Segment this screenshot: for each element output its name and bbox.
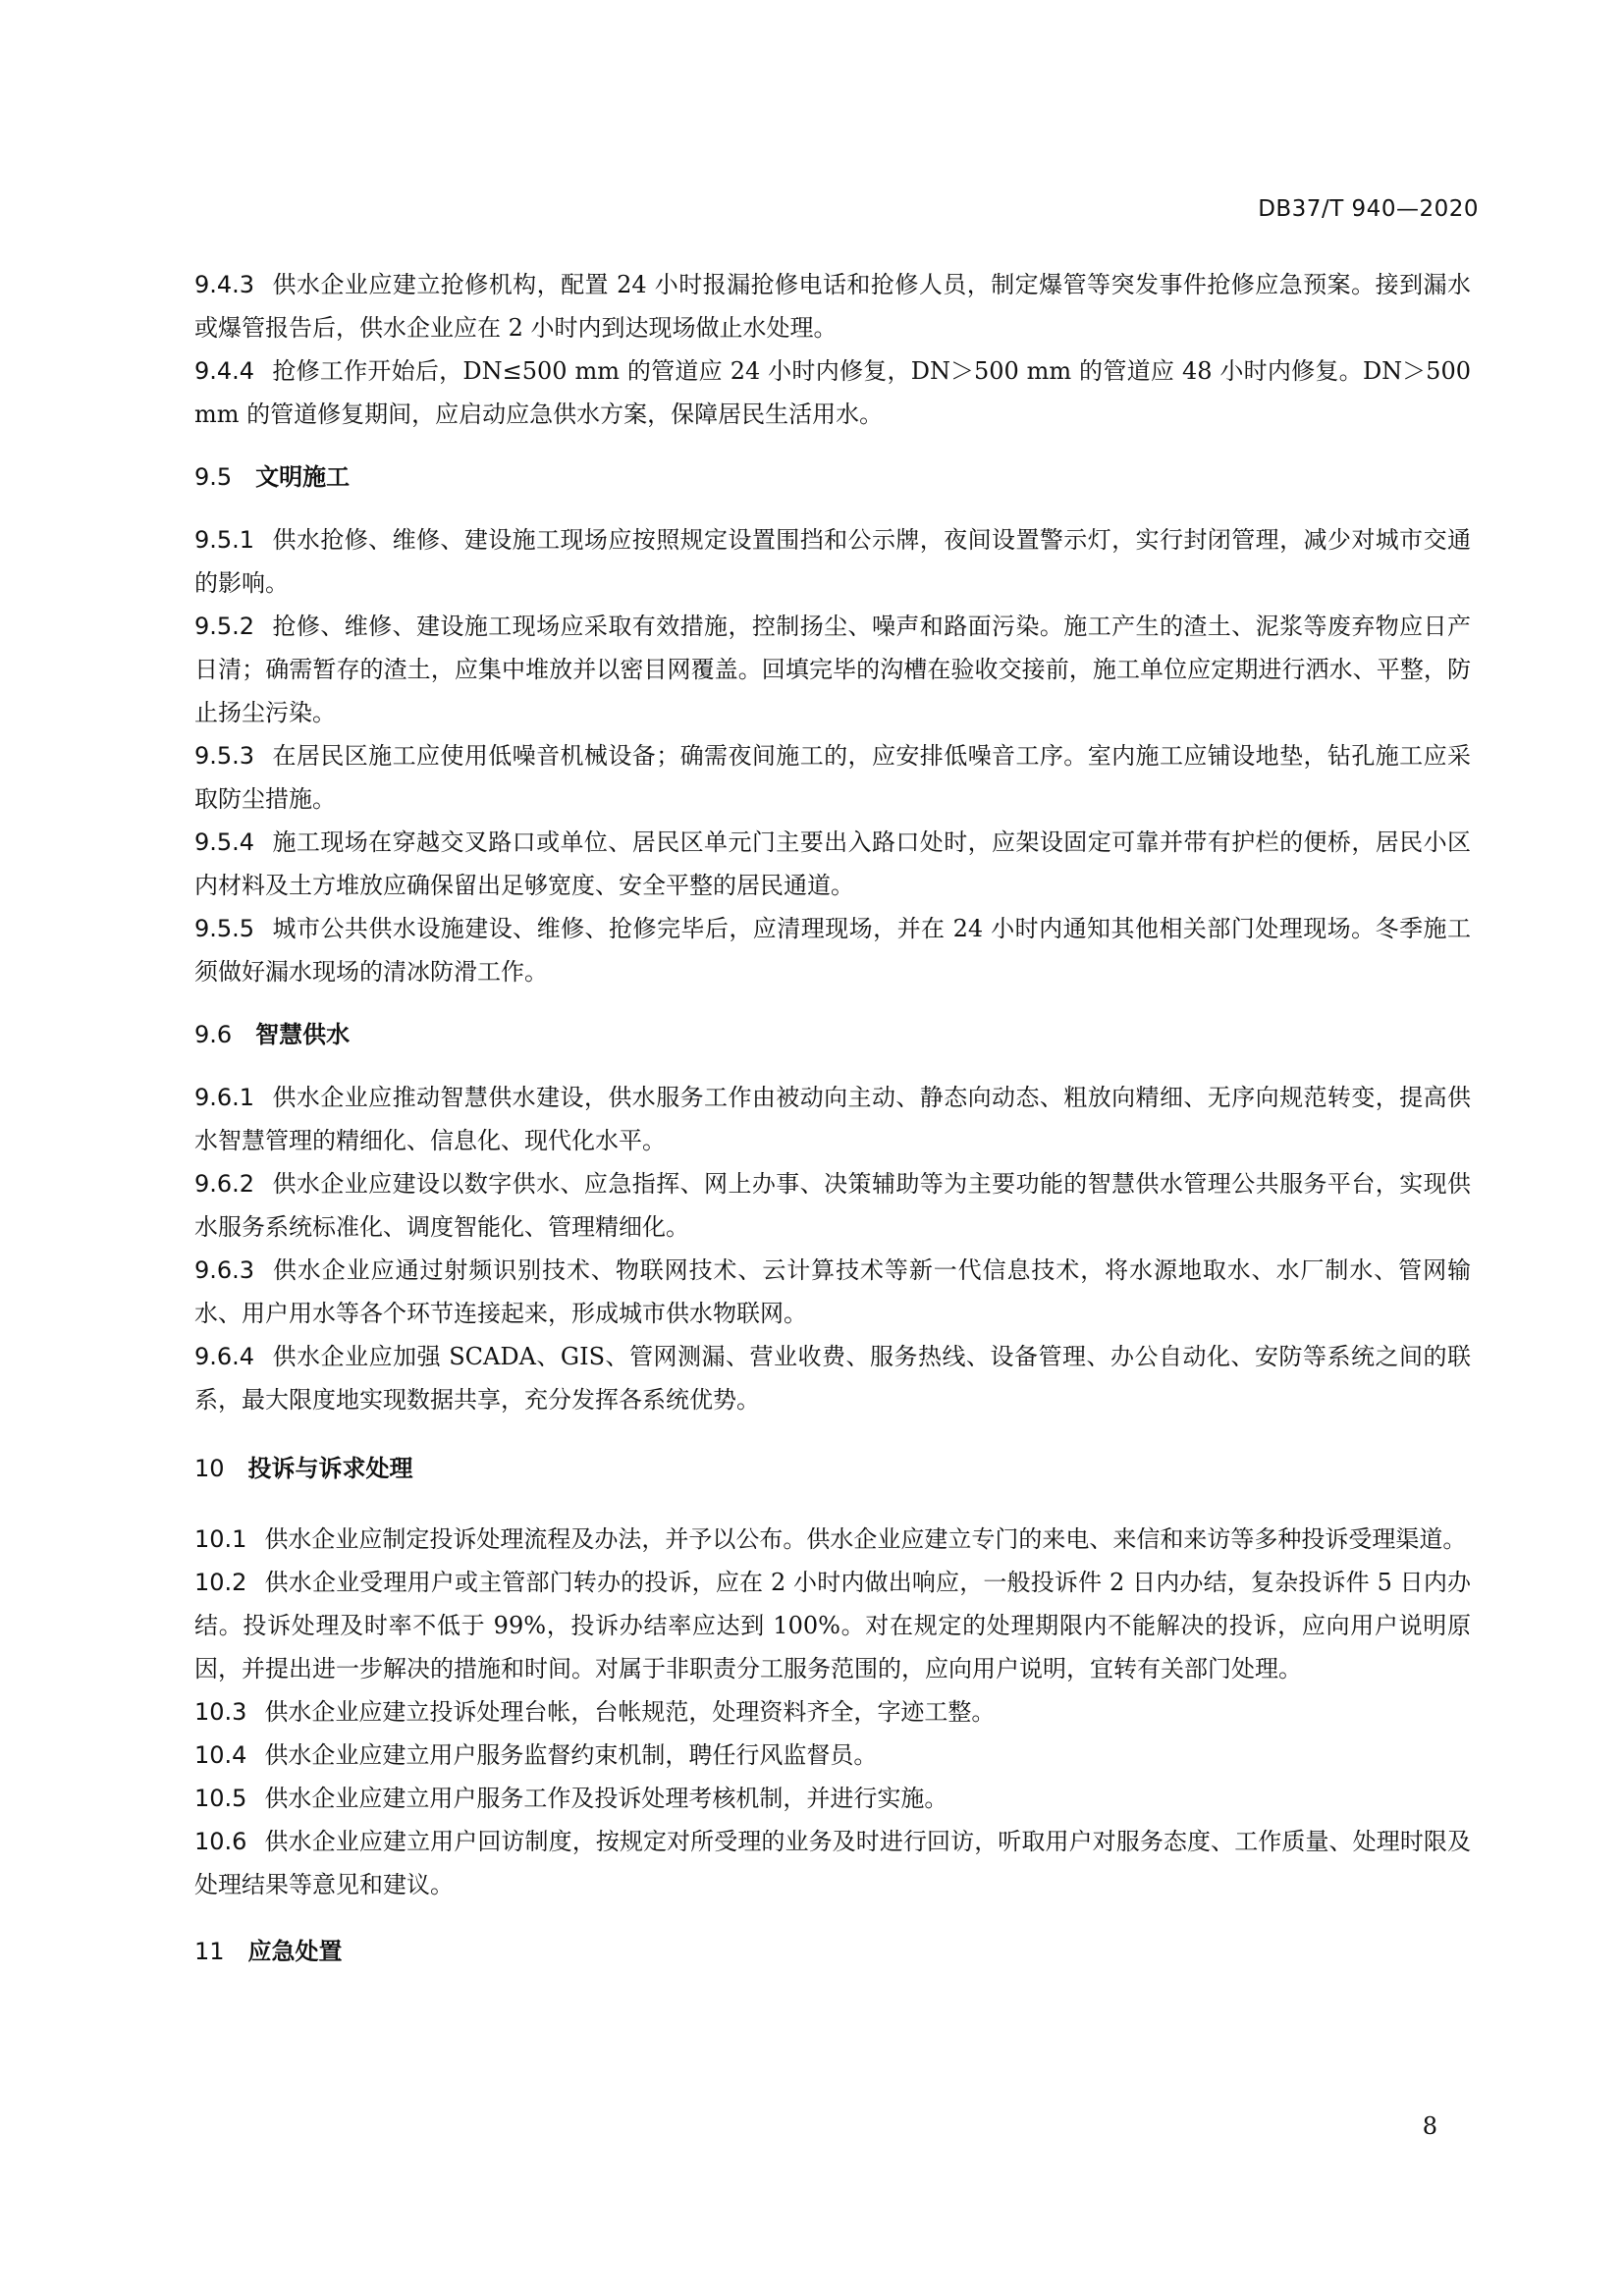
clause-text: 抢修工作开始后，DN≤500 mm 的管道应 24 小时内修复，DN＞500 mm 的管道应 48 小时内修复。DN＞500 mm 的管道修复期间，应启动应急供水方案，保障居民生活用水。 (194, 357, 1471, 428)
clause-paragraph (194, 1777, 1471, 1820)
heading-text: 应急处置 (247, 1938, 343, 1965)
clause-text: 供水企业应建立用户回访制度，按规定对所受理的业务及时进行回访，听取用户对服务态度、工作质量、处理时限及处理结果等意见和建议。 (194, 1828, 1471, 1898)
clause-text: 城市公共供水设施建设、维修、抢修完毕后，应清理现场，并在 24 小时内通知其他相关部门处理现场。冬季施工须做好漏水现场的清冰防滑工作。 (194, 915, 1471, 986)
clause-number: 9.4.3 (194, 271, 255, 298)
subsection-heading (194, 455, 1471, 499)
clause-text: 供水企业应建立用户服务监督约束机制，聘任行风监督员。 (264, 1741, 878, 1769)
heading-text: 投诉与诉求处理 (247, 1455, 413, 1482)
clause-paragraph (194, 1162, 1471, 1249)
clause-number: 10 (194, 1455, 225, 1482)
clause-number: 9.6.4 (194, 1343, 255, 1370)
clause-text: 供水企业应建设以数字供水、应急指挥、网上办事、决策辅助等为主要功能的智慧供水管理公共服务平台，实现供水服务系统标准化、调度智能化、管理精细化。 (194, 1170, 1471, 1241)
clause-number: 9.4.4 (194, 357, 255, 385)
clause-text: 供水企业应建立用户服务工作及投诉处理考核机制，并进行实施。 (264, 1785, 948, 1812)
clause-number: 9.6 (194, 1021, 233, 1048)
page-number: 8 (1422, 2112, 1437, 2140)
clause-text: 供水抢修、维修、建设施工现场应按照规定设置围挡和公示牌，夜间设置警示灯，实行封闭管理，减少对城市交通的影响。 (194, 526, 1471, 597)
document-code: DB37/T 940—2020 (1258, 196, 1479, 222)
clause-paragraph (194, 907, 1471, 993)
heading-text: 文明施工 (255, 463, 351, 491)
clause-number: 9.5.5 (194, 915, 255, 942)
clause-number: 9.6.1 (194, 1084, 255, 1111)
clause-paragraph (194, 1690, 1471, 1734)
clause-text: 施工现场在穿越交叉路口或单位、居民区单元门主要出入路口处时，应架设固定可靠并带有护栏的便桥，居民小区内材料及土方堆放应确保留出足够宽度、安全平整的居民通道。 (194, 828, 1471, 899)
clause-text: 供水企业应制定投诉处理流程及办法，并予以公布。供水企业应建立专门的来电、来信和来访等多种投诉受理渠道。 (264, 1525, 1467, 1553)
clause-paragraph (194, 263, 1471, 349)
clause-paragraph (194, 1249, 1471, 1335)
clause-number: 9.5.1 (194, 526, 255, 554)
clause-number: 11 (194, 1938, 225, 1965)
clause-number: 9.5.3 (194, 742, 255, 770)
clause-paragraph (194, 734, 1471, 821)
heading-text: 智慧供水 (255, 1021, 351, 1048)
clause-number: 10.5 (194, 1785, 247, 1812)
clause-paragraph (194, 349, 1471, 436)
clause-paragraph (194, 1518, 1471, 1561)
clause-number: 10.3 (194, 1698, 247, 1726)
clause-text: 供水企业应建立抢修机构，配置 24 小时报漏抢修电话和抢修人员，制定爆管等突发事件抢修应急预案。接到漏水或爆管报告后，供水企业应在 2 小时内到达现场做止水处理。 (194, 271, 1471, 342)
clause-number: 10.6 (194, 1828, 247, 1855)
clause-paragraph (194, 1335, 1471, 1421)
clause-number: 9.5.4 (194, 828, 255, 856)
clause-text: 供水企业受理用户或主管部门转办的投诉，应在 2 小时内做出响应，一般投诉件 2 日内办结，复杂投诉件 5 日内办结。投诉处理及时率不低于 99%，投诉办结率应达到 100%。对在规定的处理期限内不能解决的投诉，应向用户说明原因，并提出进一步解决的措施和时间。对属于非职责分工服务范围的，应向用户说明，宜转有关部门处理。 (194, 1569, 1471, 1682)
clause-paragraph (194, 1734, 1471, 1777)
clause-number: 9.6.2 (194, 1170, 255, 1198)
clause-text: 供水企业应通过射频识别技术、物联网技术、云计算技术等新一代信息技术，将水源地取水、水厂制水、管网输水、用户用水等各个环节连接起来，形成城市供水物联网。 (194, 1256, 1471, 1327)
subsection-heading (194, 1013, 1471, 1056)
clause-text: 在居民区施工应使用低噪音机械设备；确需夜间施工的，应安排低噪音工序。室内施工应铺设地垫，钻孔施工应采取防尘措施。 (194, 742, 1471, 813)
document-body (194, 263, 1471, 2001)
clause-number: 9.5 (194, 463, 233, 491)
clause-number: 9.6.3 (194, 1256, 255, 1284)
clause-paragraph (194, 518, 1471, 605)
clause-number: 9.5.2 (194, 613, 255, 640)
clause-text: 供水企业应加强 SCADA、GIS、管网测漏、营业收费、服务热线、设备管理、办公自动化、安防等系统之间的联系，最大限度地实现数据共享，充分发挥各系统优势。 (194, 1343, 1471, 1414)
clause-paragraph (194, 821, 1471, 907)
clause-paragraph (194, 1561, 1471, 1690)
clause-text: 供水企业应建立投诉处理台帐，台帐规范，处理资料齐全，字迹工整。 (264, 1698, 996, 1726)
clause-number: 10.2 (194, 1569, 247, 1596)
clause-number: 10.4 (194, 1741, 247, 1769)
clause-paragraph (194, 605, 1471, 734)
clause-paragraph (194, 1076, 1471, 1162)
clause-text: 抢修、维修、建设施工现场应采取有效措施，控制扬尘、噪声和路面污染。施工产生的渣土、泥浆等废弃物应日产日清；确需暂存的渣土，应集中堆放并以密目网覆盖。回填完毕的沟槽在验收交接前，施工单位应定期进行洒水、平整，防止扬尘污染。 (194, 613, 1471, 726)
clause-text: 供水企业应推动智慧供水建设，供水服务工作由被动向主动、静态向动态、粗放向精细、无序向规范转变，提高供水智慧管理的精细化、信息化、现代化水平。 (194, 1084, 1471, 1154)
section-heading (194, 1930, 1471, 1973)
section-heading (194, 1447, 1471, 1490)
clause-number: 10.1 (194, 1525, 247, 1553)
clause-paragraph (194, 1820, 1471, 1906)
